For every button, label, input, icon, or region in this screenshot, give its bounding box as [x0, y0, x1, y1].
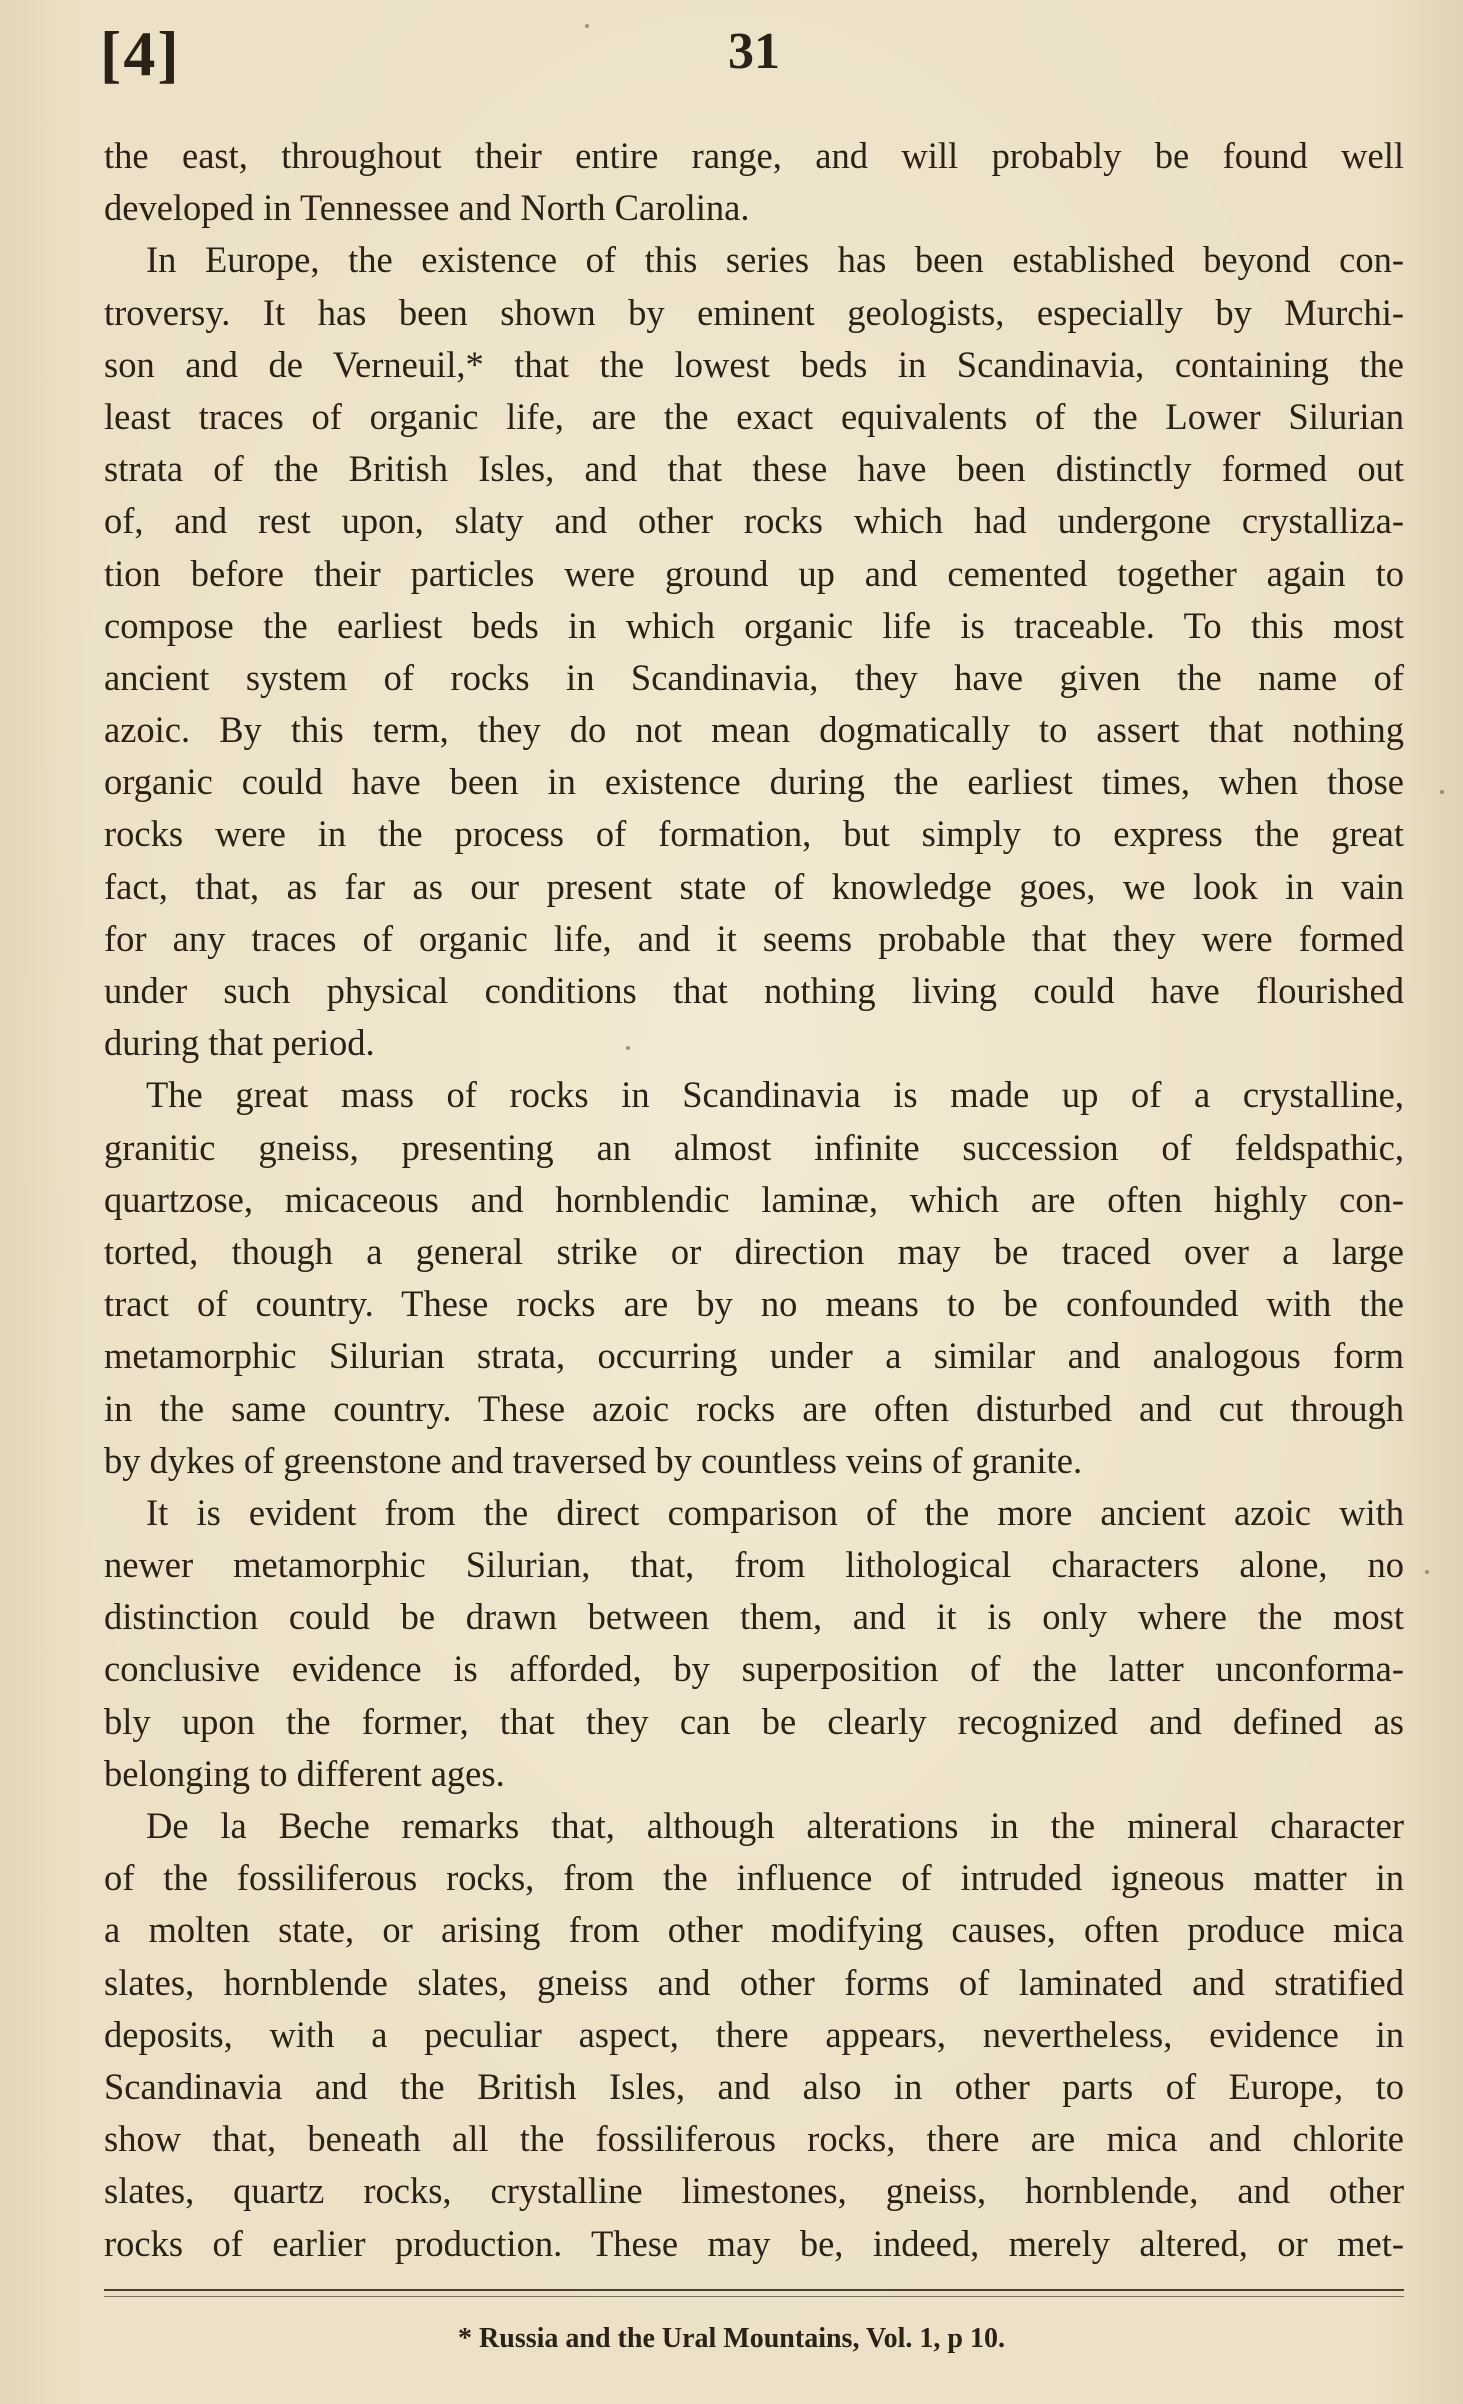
page-number: 31 [728, 23, 780, 80]
footnote-rule-thin [104, 2296, 1404, 2297]
text-line: rocks of earlier production. These may be, indeed, merely altered, or met- [104, 2222, 1404, 2264]
text-line: compose the earliest beds in which organic life is traceable. To this most [104, 604, 1404, 646]
text-line: troversy. It has been shown by eminent geologists, especially by Murchi- [104, 291, 1404, 333]
text-line: newer metamorphic Silurian, that, from lithological characters alone, no [104, 1544, 1404, 1586]
text-line: rocks were in the process of formation, but simply to express the great [104, 813, 1404, 855]
text-line: during that period. [104, 1022, 375, 1064]
text-line: torted, though a general strike or direction may be traced over a large [104, 1230, 1404, 1272]
text-line: conclusive evidence is afforded, by superposition of the latter unconforma- [104, 1648, 1404, 1690]
text-line: belonging to different ages. [104, 1752, 505, 1794]
text-line: deposits, with a peculiar aspect, there appears, nevertheless, evidence in [104, 2013, 1404, 2055]
text-line: show that, beneath all the fossiliferous rocks, there are mica and chlorite [104, 2118, 1404, 2160]
footnote-rule [104, 2289, 1404, 2291]
text-line: ancient system of rocks in Scandinavia, they have given the name of [104, 656, 1404, 698]
text-line: Scandinavia and the British Isles, and also in other parts of Europe, to [104, 2065, 1404, 2107]
text-line: metamorphic Silurian strata, occurring under a similar and analogous form [104, 1335, 1404, 1377]
text-line: for any traces of organic life, and it seems probable that they were formed [104, 917, 1404, 959]
text-line: of, and rest upon, slaty and other rocks which had undergone crystalliza- [104, 500, 1404, 542]
text-line: fact, that, as far as our present state of knowledge goes, we look in vain [104, 865, 1404, 907]
text-line: De la Beche remarks that, although alterations in the mineral character [146, 1805, 1404, 1846]
text-line: slates, quartz rocks, crystalline limestones, gneiss, hornblende, and other [104, 2170, 1404, 2212]
text-line: son and de Verneuil,* that the lowest beds in Scandinavia, containing the [104, 343, 1404, 385]
text-line: by dykes of greenstone and traversed by countless veins of granite. [104, 1439, 1083, 1481]
text-line: tion before their particles were ground up and cemented together again to [104, 552, 1404, 594]
text-line: tract of country. These rocks are by no means to be confounded with the [104, 1283, 1404, 1325]
body-text [104, 130, 1404, 2270]
text-line: bly upon the former, that they can be clearly recognized and defined as [104, 1700, 1404, 1742]
text-line: of the fossiliferous rocks, from the influence of intruded igneous matter in [104, 1857, 1404, 1899]
text-line: organic could have been in existence during the earliest times, when those [104, 761, 1404, 803]
text-line: The great mass of rocks in Scandinavia is made up of a crystalline, [146, 1074, 1404, 1116]
text-line: the east, throughout their entire range, and will probably be found well [104, 135, 1404, 176]
signature-mark: [4] [100, 18, 181, 89]
text-line: a molten state, or arising from other modifying causes, often produce mica [104, 1909, 1404, 1951]
footnote: * Russia and the Ural Mountains, Vol. 1, p 10. [458, 2323, 1005, 2354]
text-line: strata of the British Isles, and that these have been distinctly formed out [104, 448, 1404, 490]
paper-speck [1440, 790, 1444, 794]
paper-speck [585, 24, 589, 28]
text-line: granitic gneiss, presenting an almost infinite succession of feldspathic, [104, 1126, 1404, 1168]
paper-speck [1425, 1570, 1429, 1574]
text-line: In Europe, the existence of this series has been established beyond con- [146, 239, 1404, 281]
text-line: developed in Tennessee and North Carolina. [104, 187, 750, 229]
text-line: least traces of organic life, are the exact equivalents of the Lower Silurian [104, 395, 1404, 437]
text-line: slates, hornblende slates, gneiss and other forms of laminated and stratified [104, 1961, 1404, 2003]
text-line: quartzose, micaceous and hornblendic laminæ, which are often highly con- [104, 1178, 1404, 1220]
text-line: under such physical conditions that nothing living could have flourished [104, 970, 1404, 1011]
text-line: in the same country. These azoic rocks are often disturbed and cut through [104, 1387, 1404, 1429]
text-line: distinction could be drawn between them, and it is only where the most [104, 1596, 1404, 1638]
text-line: azoic. By this term, they do not mean dogmatically to assert that nothing [104, 709, 1404, 751]
text-line: It is evident from the direct comparison of the more ancient azoic with [146, 1491, 1404, 1533]
